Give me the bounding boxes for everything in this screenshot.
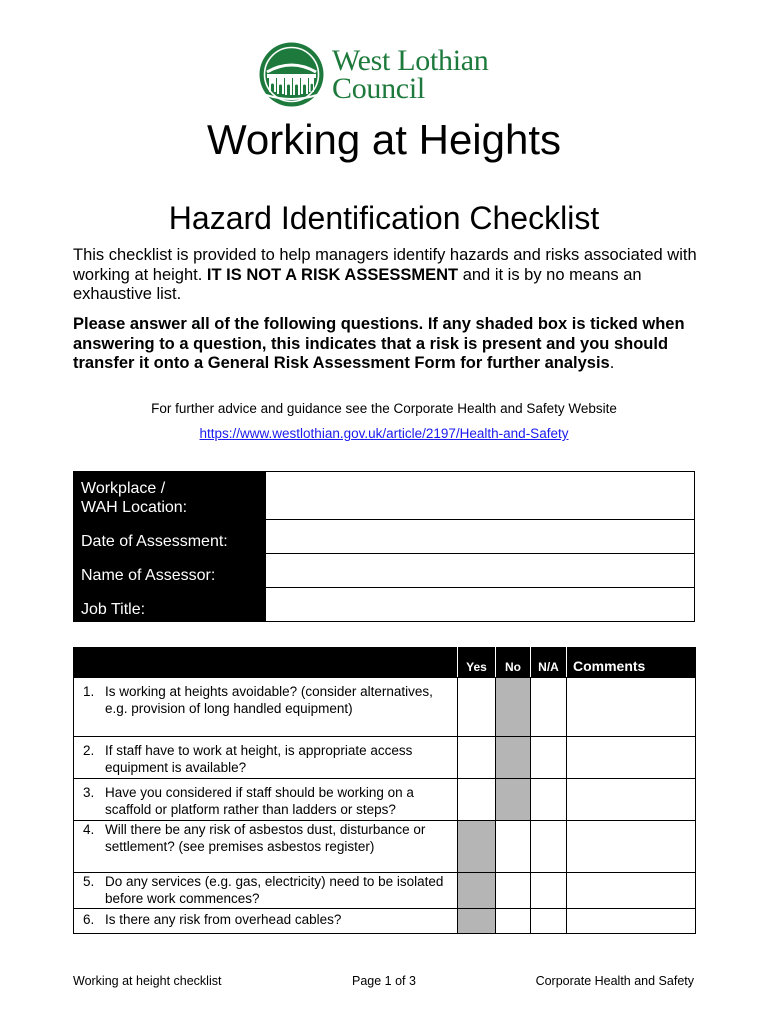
- no-checkbox[interactable]: [496, 909, 531, 934]
- no-checkbox-shaded[interactable]: [496, 779, 531, 821]
- assessor-field[interactable]: [266, 554, 695, 588]
- council-name: [332, 43, 489, 105]
- na-checkbox[interactable]: [531, 909, 567, 934]
- yes-checkbox[interactable]: [458, 737, 496, 779]
- table-row: [74, 678, 696, 737]
- page-subtitle: Hazard Identification Checklist: [168, 200, 600, 236]
- comments-field[interactable]: [567, 821, 696, 873]
- question-cell: [74, 779, 458, 821]
- assessor-label: Name of Assessor:: [74, 554, 266, 588]
- date-label: Date of Assessment:: [74, 520, 266, 554]
- table-row: [74, 779, 696, 821]
- comments-header: Comments: [567, 648, 696, 678]
- na-checkbox[interactable]: [531, 779, 567, 821]
- instructions-tail: .: [609, 354, 615, 372]
- council-logo: [258, 41, 488, 108]
- no-checkbox[interactable]: [496, 821, 531, 873]
- viaduct-emblem-icon: [258, 41, 325, 108]
- health-safety-link[interactable]: https://www.westlothian.gov.uk/article/2197/Health-and-Safety: [199, 426, 569, 441]
- question-number: 1.: [83, 684, 95, 699]
- yes-checkbox[interactable]: [458, 779, 496, 821]
- comments-field[interactable]: [567, 873, 696, 909]
- na-header: N/A: [531, 648, 567, 678]
- logo-line-1: West Lothian: [332, 43, 489, 77]
- intro-paragraph: [73, 246, 703, 305]
- na-checkbox[interactable]: [531, 737, 567, 779]
- na-checkbox[interactable]: [531, 873, 567, 909]
- comments-field[interactable]: [567, 678, 696, 737]
- question-cell: [74, 909, 458, 934]
- question-text: Have you considered if staff should be working on a scaffold or platform rather than ladders or steps?: [105, 785, 414, 817]
- question-number: 6.: [83, 912, 95, 927]
- footer-department: Corporate Health and Safety: [535, 974, 694, 988]
- yes-checkbox-shaded[interactable]: [458, 909, 496, 934]
- logo-line-2: Council: [332, 71, 425, 105]
- footer-document-name: Working at height checklist: [73, 974, 222, 988]
- yes-header: Yes: [458, 648, 496, 678]
- yes-checkbox-shaded[interactable]: [458, 873, 496, 909]
- checklist-header-row: [74, 648, 696, 678]
- question-cell: [74, 678, 458, 737]
- assessment-details-table: [73, 471, 695, 622]
- question-cell: [74, 737, 458, 779]
- question-cell: [74, 821, 458, 873]
- question-text: Will there be any risk of asbestos dust, disturbance or settlement? (see premises asbestos register): [105, 822, 426, 854]
- question-text: Do any services (e.g. gas, electricity) need to be isolated before work commences?: [105, 874, 444, 906]
- question-header: [74, 648, 458, 678]
- no-checkbox-shaded[interactable]: [496, 678, 531, 737]
- na-checkbox[interactable]: [531, 678, 567, 737]
- no-checkbox-shaded[interactable]: [496, 737, 531, 779]
- workplace-field[interactable]: [266, 472, 695, 520]
- question-text: Is working at heights avoidable? (consider alternatives, e.g. provision of long handled equipment): [105, 684, 433, 716]
- comments-field[interactable]: [567, 737, 696, 779]
- hazard-checklist-table: [73, 647, 696, 934]
- workplace-label-line-2: WAH Location:: [81, 499, 188, 516]
- no-header: No: [496, 648, 531, 678]
- instructions-paragraph: [73, 315, 703, 374]
- question-text: If staff have to work at height, is appropriate access equipment is available?: [105, 743, 413, 775]
- table-row: [74, 821, 696, 873]
- date-field[interactable]: [266, 520, 695, 554]
- job-title-field[interactable]: [266, 588, 695, 622]
- workplace-label-line-1: Workplace /: [81, 480, 166, 497]
- intro-warning: IT IS NOT A RISK ASSESSMENT: [206, 265, 459, 284]
- yes-checkbox-shaded[interactable]: [458, 821, 496, 873]
- question-text: Is there any risk from overhead cables?: [105, 912, 342, 927]
- advice-text: For further advice and guidance see the Corporate Health and Safety Website: [151, 401, 617, 416]
- no-checkbox[interactable]: [496, 873, 531, 909]
- workplace-label: [74, 472, 266, 520]
- comments-field[interactable]: [567, 779, 696, 821]
- instructions-text: Please answer all of the following questions. If any shaded box is ticked when answering to a question, this indicates that a risk is present and you should transfer it onto a General Risk Assessment Form for further analysis: [73, 315, 685, 372]
- job-title-label: Job Title:: [74, 588, 266, 622]
- question-number: 3.: [83, 785, 95, 800]
- question-number: 4.: [83, 822, 95, 837]
- question-number: 2.: [83, 743, 95, 758]
- page-title: Working at Heights: [206, 116, 562, 163]
- table-row: [74, 737, 696, 779]
- footer-page-number: Page 1 of 3: [352, 974, 416, 988]
- table-row: [74, 873, 696, 909]
- intro-text-start: This checklist is provided to help managers identify hazards and risks associated with working at height.: [73, 246, 697, 284]
- na-checkbox[interactable]: [531, 821, 567, 873]
- comments-field[interactable]: [567, 909, 696, 934]
- table-row: [74, 909, 696, 934]
- intro-text-end: and it is by no means an exhaustive list.: [73, 265, 642, 303]
- yes-checkbox[interactable]: [458, 678, 496, 737]
- question-cell: [74, 873, 458, 909]
- question-number: 5.: [83, 874, 95, 889]
